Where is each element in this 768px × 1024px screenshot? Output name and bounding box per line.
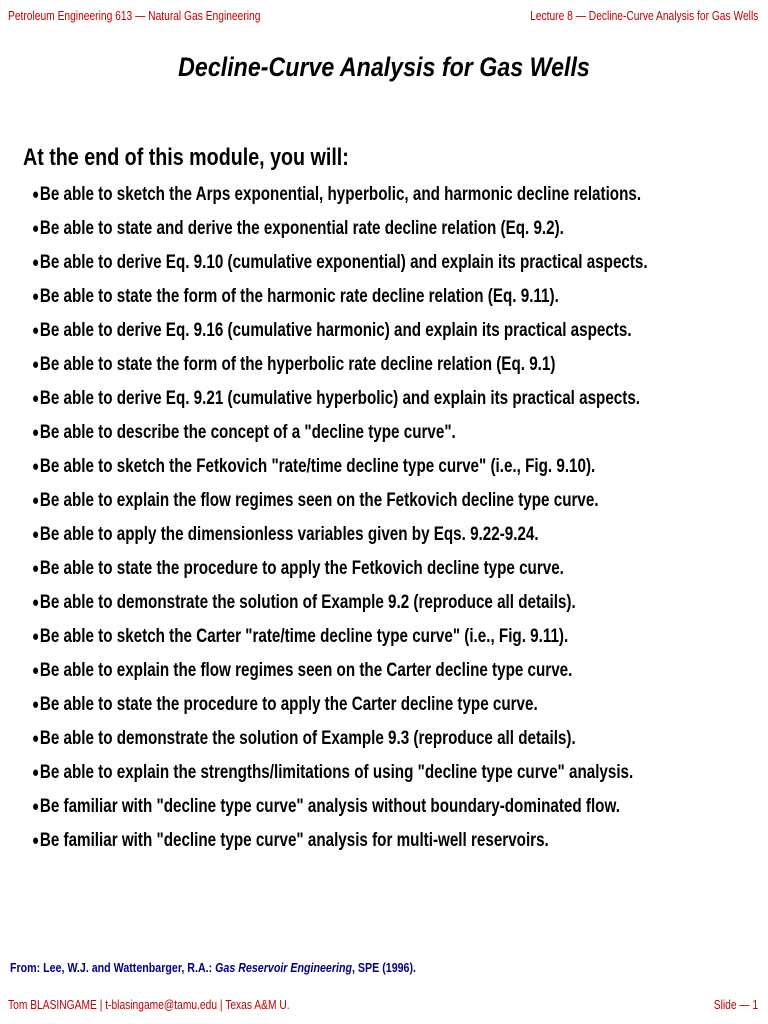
bullet-icon: ● xyxy=(32,186,40,203)
objective-text: Be able to derive Eq. 9.16 (cumulative harmonic) and explain its practical aspects. xyxy=(39,319,632,341)
objective-text: Be able to state the form of the harmonic rate decline relation (Eq. 9.11). xyxy=(39,285,559,307)
objective-text: Be familiar with "decline type curve" analysis without boundary-dominated flow. xyxy=(39,795,620,817)
bullet-icon: ● xyxy=(32,560,40,577)
objective-item xyxy=(32,622,648,656)
bullet-icon: ● xyxy=(32,492,40,509)
objective-text: Be able to derive Eq. 9.21 (cumulative hyperbolic) and explain its practical aspects. xyxy=(39,387,641,409)
objective-item xyxy=(32,316,648,350)
objectives-list xyxy=(32,180,768,860)
objective-item xyxy=(32,826,648,860)
objective-item xyxy=(32,418,648,452)
objective-item xyxy=(32,282,648,316)
objective-item xyxy=(32,452,648,486)
source-prefix: From: Lee, W.J. and Wattenbarger, R.A.: xyxy=(10,960,216,975)
objective-item xyxy=(32,248,648,282)
objective-text: Be able to state and derive the exponential rate decline relation (Eq. 9.2). xyxy=(39,217,564,239)
objective-item xyxy=(32,384,648,418)
objective-text: Be able to sketch the Fetkovich "rate/time decline type curve" (i.e., Fig. 9.10). xyxy=(39,455,596,477)
objective-item xyxy=(32,656,648,690)
bullet-icon: ● xyxy=(32,730,40,747)
objective-item xyxy=(32,520,648,554)
bullet-icon: ● xyxy=(32,764,40,781)
bullet-icon: ● xyxy=(32,526,40,543)
objective-text: Be able to derive Eq. 9.10 (cumulative exponential) and explain its practical aspects. xyxy=(39,251,648,273)
intro-text: At the end of this module, you will: xyxy=(23,144,349,171)
bullet-icon: ● xyxy=(32,662,40,679)
bullet-icon: ● xyxy=(32,390,40,407)
objective-text: Be able to explain the strengths/limitations of using "decline type curve" analysis. xyxy=(39,761,634,783)
objective-text: Be able to explain the flow regimes seen on the Fetkovich decline type curve. xyxy=(39,489,599,511)
objective-text: Be familiar with "decline type curve" analysis for multi-well reservoirs. xyxy=(39,829,549,851)
bullet-icon: ● xyxy=(32,356,40,373)
bullet-icon: ● xyxy=(32,424,40,441)
slide-number: Slide — 1 xyxy=(713,998,758,1012)
objective-text: Be able to explain the flow regimes seen on the Carter decline type curve. xyxy=(39,659,573,681)
objective-text: Be able to apply the dimensionless variables given by Eqs. 9.22-9.24. xyxy=(39,523,539,545)
bullet-icon: ● xyxy=(32,254,40,271)
bullet-icon: ● xyxy=(32,220,40,237)
objective-item xyxy=(32,486,648,520)
objective-item xyxy=(32,214,648,248)
objective-item xyxy=(32,180,648,214)
slide-title: Decline-Curve Analysis for Gas Wells xyxy=(178,52,590,82)
bullet-icon: ● xyxy=(32,458,40,475)
objective-item xyxy=(32,690,648,724)
objective-text: Be able to sketch the Carter "rate/time decline type curve" (i.e., Fig. 9.11). xyxy=(39,625,569,647)
source-citation xyxy=(10,960,416,975)
author-footer: Tom BLASINGAME | t-blasingame@tamu.edu | Texas A&M U. xyxy=(8,998,290,1012)
objective-text: Be able to demonstrate the solution of Example 9.2 (reproduce all details). xyxy=(39,591,576,613)
source-suffix: , SPE (1996). xyxy=(352,960,417,975)
objective-item xyxy=(32,758,648,792)
objective-text: Be able to state the procedure to apply the Fetkovich decline type curve. xyxy=(39,557,564,579)
bullet-icon: ● xyxy=(32,322,40,339)
objective-item xyxy=(32,350,648,384)
objective-text: Be able to state the form of the hyperbolic rate decline relation (Eq. 9.1) xyxy=(39,353,556,375)
objective-text: Be able to sketch the Arps exponential, hyperbolic, and harmonic decline relations. xyxy=(39,183,642,205)
objective-item xyxy=(32,724,648,758)
objective-text: Be able to state the procedure to apply the Carter decline type curve. xyxy=(39,693,538,715)
course-header: Petroleum Engineering 613 — Natural Gas Engineering xyxy=(8,9,261,23)
bullet-icon: ● xyxy=(32,594,40,611)
objective-item xyxy=(32,554,648,588)
bullet-icon: ● xyxy=(32,288,40,305)
lecture-header: Lecture 8 — Decline-Curve Analysis for Gas Wells xyxy=(529,9,758,23)
objective-item xyxy=(32,588,648,622)
bullet-icon: ● xyxy=(32,798,40,815)
objective-text: Be able to demonstrate the solution of Example 9.3 (reproduce all details). xyxy=(39,727,576,749)
objective-item xyxy=(32,792,648,826)
bullet-icon: ● xyxy=(32,628,40,645)
source-book-title: Gas Reservoir Engineering xyxy=(215,960,353,975)
bullet-icon: ● xyxy=(32,696,40,713)
bullet-icon: ● xyxy=(32,832,40,849)
objective-text: Be able to describe the concept of a "decline type curve". xyxy=(39,421,456,443)
